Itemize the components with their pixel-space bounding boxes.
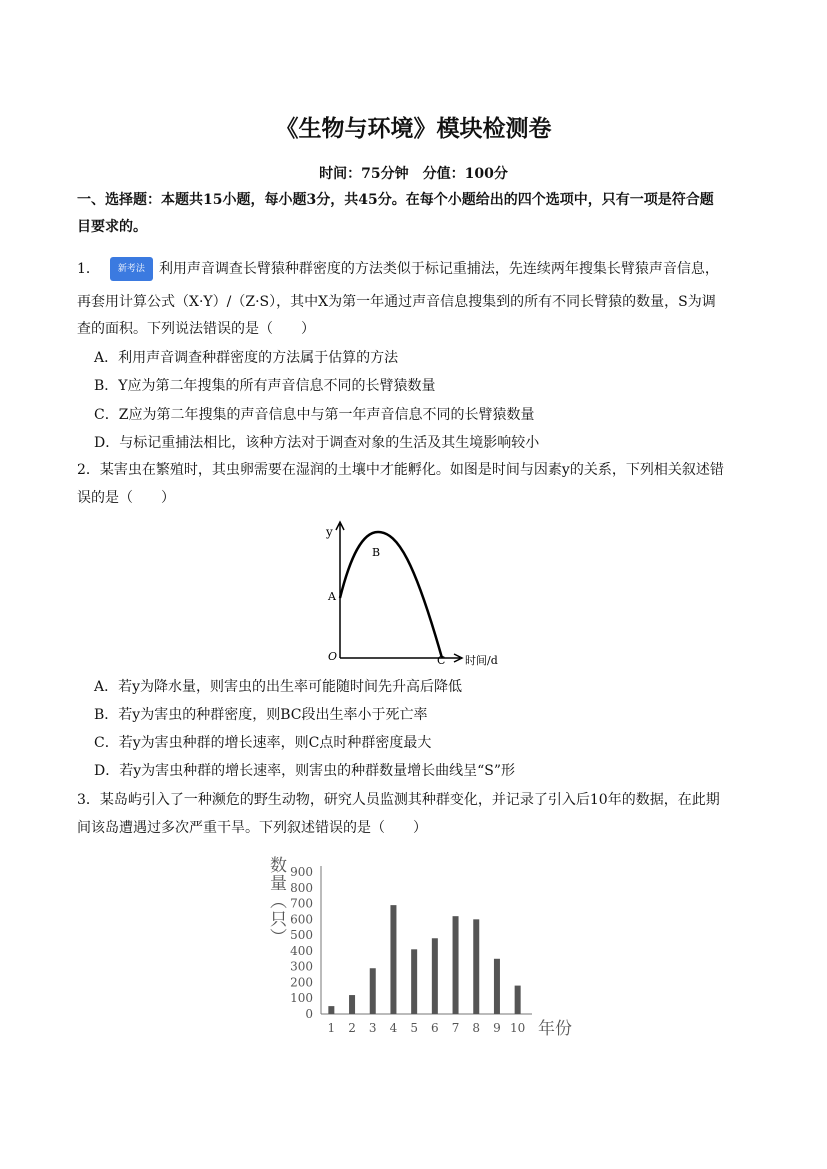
q2-option-b: B．若y为害虫的种群密度，则BC段出生率小于死亡率 <box>94 707 428 723</box>
bar-8 <box>473 919 479 1014</box>
bar-2 <box>349 995 355 1014</box>
exam-info: 时间：75分钟 分值：100分 <box>319 166 508 182</box>
x-tick-label: 2 <box>348 1021 356 1035</box>
y-tick-label: 800 <box>290 880 313 895</box>
x-tick-label: 9 <box>493 1021 501 1035</box>
y-tick-label: 400 <box>290 943 313 958</box>
q3-line2: 间该岛遭遇过多次严重干旱。下列叙述错误的是（ ） <box>77 820 427 836</box>
population-bar-chart <box>255 850 575 1040</box>
origin: O <box>328 650 338 663</box>
bar-9 <box>494 959 500 1014</box>
point-a: A <box>328 590 336 603</box>
bar-6 <box>432 938 438 1014</box>
q1-option-b: B．Y应为第二年搜集的所有声音信息不同的长臂猿数量 <box>94 378 436 394</box>
q1-line2: 再套用计算公式（X·Y）/（Z·S），其中X为第一年通过声音信息搜集到的所有不同长臂猿的数量，S为调 <box>77 294 716 310</box>
bar-4 <box>390 905 396 1014</box>
x-tick-label: 8 <box>472 1021 481 1035</box>
section-header-cont: 目要求的。 <box>77 219 147 235</box>
x-axis-label: 年份 <box>538 1019 572 1039</box>
q3-line1: 3．某岛屿引入了一种濒危的野生动物，研究人员监测其种群变化，并记录了引入后10年的数据，在此期 <box>77 792 720 808</box>
y-tick-label: 100 <box>290 991 313 1006</box>
y-tick-label: 300 <box>290 959 313 974</box>
x-tick-label: 4 <box>389 1021 398 1035</box>
bar-10 <box>515 986 521 1014</box>
q2-curve-figure <box>320 518 510 670</box>
bar-5 <box>411 949 417 1014</box>
y-tick-label: 0 <box>305 1007 313 1021</box>
q1-number: 1． <box>77 261 100 277</box>
y-label: y <box>326 525 333 539</box>
q2-option-c: C．若y为害虫种群的增长速率，则C点时种群密度最大 <box>94 735 432 751</box>
q1-option-d: D．与标记重捕法相比，该种方法对于调查对象的生活及其生境影响较小 <box>94 435 540 451</box>
x-tick-label: 10 <box>510 1021 526 1035</box>
q2-option-d: D．若y为害虫种群的增长速率，则害虫的种群数量增长曲线呈“S”形 <box>94 763 516 779</box>
q1-text: 利用声音调查长臂猿种群密度的方法类似于标记重捕法，先连续两年搜集长臂猿声音信息， <box>158 261 719 277</box>
x-tick-label: 1 <box>327 1021 336 1035</box>
x-tick-label: 3 <box>368 1021 377 1035</box>
y-tick-label: 600 <box>290 912 313 927</box>
bar-3 <box>370 968 376 1014</box>
q1-line3: 查的面积。下列说法错误的是（ ） <box>77 321 315 337</box>
y-tick-label: 500 <box>290 928 313 943</box>
bar-1 <box>328 1006 334 1014</box>
curve <box>340 532 442 658</box>
q2-line2: 误的是（ ） <box>77 490 175 506</box>
q2-option-a: A．若y为降水量，则害虫的出生率可能随时间先升高后降低 <box>94 679 463 695</box>
x-label: 时间/d <box>465 654 498 667</box>
q2-line1: 2．某害虫在繁殖时，其虫卵需要在湿润的土壤中才能孵化。如图是时间与因素y的关系，下列相关叙述错 <box>77 462 724 478</box>
x-tick-label: 5 <box>410 1021 418 1035</box>
y-tick-label: 900 <box>290 865 313 879</box>
x-tick-label: 7 <box>451 1021 460 1035</box>
q1-option-a: A．利用声音调查种群密度的方法属于估算的方法 <box>94 350 399 366</box>
point-b: B <box>372 546 381 559</box>
y-axis-label: 数量（只） <box>266 856 286 946</box>
y-tick-label: 200 <box>290 975 313 990</box>
page-title: 《生物与环境》模块检测卷 <box>275 115 552 142</box>
x-tick-label: 6 <box>431 1021 439 1035</box>
bar-7 <box>453 916 459 1014</box>
y-tick-label: 700 <box>290 896 313 911</box>
section-header: 一、选择题：本题共15小题，每小题3分，共45分。在每个小题给出的四个选项中，只有一项是符合题 <box>77 192 714 208</box>
q1-option-c: C．Z应为第二年搜集的声音信息中与第一年声音信息不同的长臂猿数量 <box>94 407 535 423</box>
new-method-badge: 新考法 <box>110 257 153 281</box>
q1-line1 <box>77 257 719 281</box>
point-c: C <box>437 654 446 667</box>
